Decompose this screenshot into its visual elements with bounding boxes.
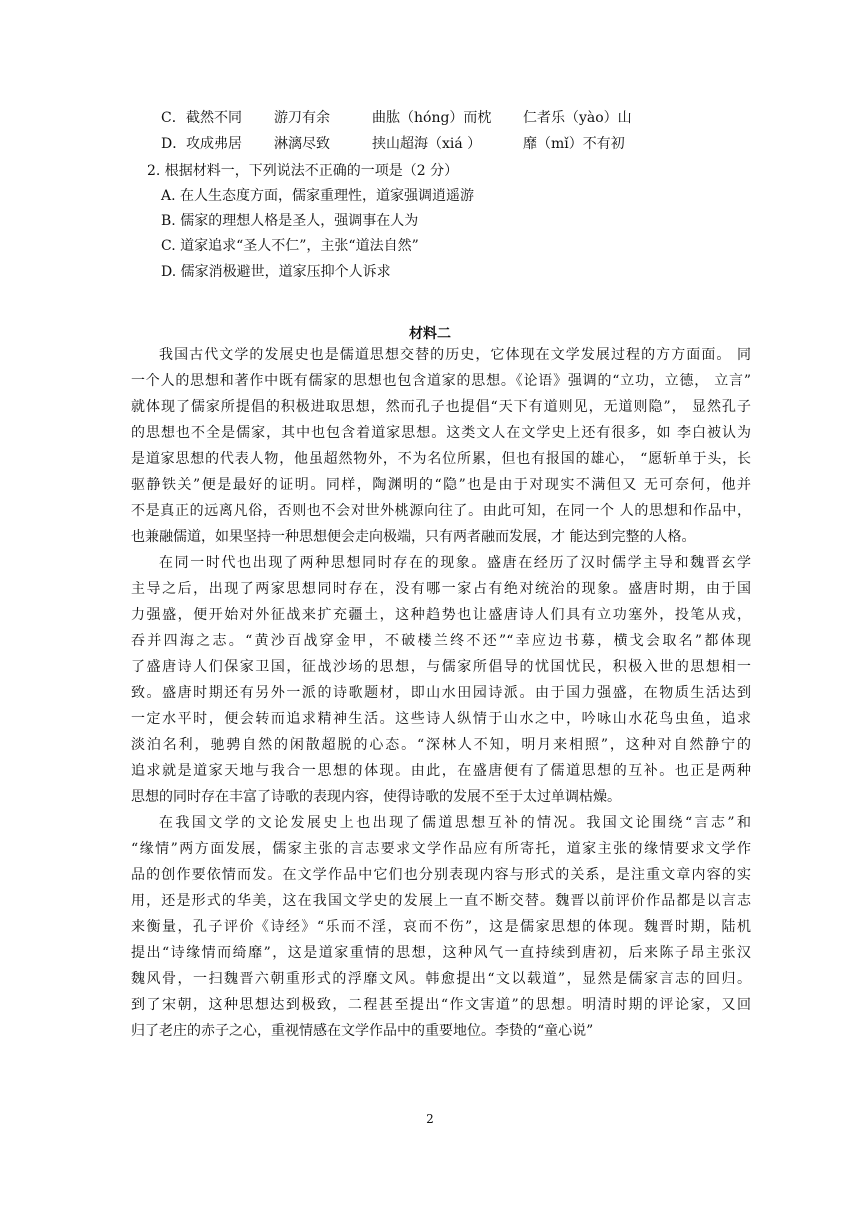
- paragraph-2-line: 在同一时代也出现了两种思想同时存在的现象。盛唐在经历了汉时儒学主导和魏晋玄学: [159, 555, 751, 571]
- paragraph-2-line: 主导之后，出现了两家思想同时存在，没有哪一家占有绝对统治的现象。盛唐时期，由于国: [131, 581, 751, 597]
- option-d-item-2: 淋漓尽致: [274, 136, 330, 152]
- paragraph-3-line: 在我国文学的文论发展史上也出现了儒道思想互补的情况。我国文论围绕“言志”和: [159, 815, 751, 831]
- paragraph-3-line: “缘情”两方面发展，儒家主张的言志要求文学作品应有所寄托，道家主张的缘情要求文学作: [131, 841, 751, 857]
- section-title: 材料二: [409, 326, 451, 342]
- option-c-item-4: 仁者乐（yào）山: [523, 110, 632, 126]
- paragraph-2-line: 思想的同时存在丰富了诗歌的表现内容，使得诗歌的发展不至于太过单调枯燥。: [131, 789, 621, 805]
- option-c-item-1: 截然不同: [186, 110, 242, 126]
- option-d-item-4: 靡（mǐ）不有初: [523, 136, 625, 152]
- paragraph-3-line: 归了老庄的赤子之心，重视情感在文学作品中的重要地位。李贽的“童心说”: [131, 1023, 594, 1039]
- paragraph-1-line: 是道家思想的代表人物，他虽超然物外，不为名位所累，但也有报国的雄心， “愿斩单于头，长: [131, 451, 751, 467]
- page-number: 2: [426, 1112, 434, 1126]
- question-2-choice-b: B. 儒家的理想人格是圣人，强调事在人为: [161, 213, 419, 229]
- question-2-choice-a: A. 在人生态度方面，儒家重理性，道家强调逍遥游: [161, 188, 475, 204]
- paragraph-2-line: 致。盛唐时期还有另外一派的诗歌题材，即山水田园诗派。由于国力强盛，在物质生活达到: [131, 685, 751, 701]
- paragraph-2-line: 吞并四海之志。“黄沙百战穿金甲，不破楼兰终不还”“幸应边书募，横戈会取名”都体现: [131, 633, 751, 649]
- paragraph-2-line: 力强盛，便开始对外征战来扩充疆土，这种趋势也让盛唐诗人们具有立功塞外，投笔从戎，: [131, 607, 751, 623]
- option-c-item-2: 游刀有余: [274, 110, 330, 126]
- paragraph-3-line: 用，还是形式的华美，这在我国文学史的发展上一直不断交替。魏晋以前评价作品都是以言志: [131, 893, 751, 909]
- option-d-label-text: D．: [161, 136, 187, 152]
- paragraph-3-line: 来衡量，孔子评价《诗经》“乐而不淫，哀而不伤”，这是儒家思想的体现。魏晋时期，陆机: [131, 919, 751, 935]
- option-c-label-text: C．: [161, 110, 186, 126]
- paragraph-1-line: 也兼融儒道，如果坚持一种思想便会走向极端，只有两者融而发展，才 能达到完整的人格。: [131, 529, 696, 545]
- paragraph-1-line: 一个人的思想和著作中既有儒家的思想也包含道家的思想。《论语》强调的“立功，立德， 立言”: [131, 373, 751, 389]
- paragraph-2-line: 追求就是道家天地与我合一思想的体现。由此，在盛唐便有了儒道思想的互补。也正是两种: [131, 763, 751, 779]
- paragraph-1-line: 的思想也不全是儒家，其中也包含着道家思想。这类文人在文学史上还有很多，如 李白被认为: [131, 425, 751, 441]
- question-2-choice-d: D. 儒家消极避世，道家压抑个人诉求: [161, 264, 391, 280]
- option-c-item-3: 曲肱（hóng）而枕: [372, 110, 492, 126]
- paragraph-2-line: 一定水平时，便会转而追求精神生活。这些诗人纵情于山水之中，吟咏山水花鸟虫鱼，追求: [131, 711, 751, 727]
- option-d-item-3: 挟山超海（xiá ）: [372, 136, 482, 152]
- paragraph-1-line: 就体现了儒家所提倡的积极进取思想，然而孔子也提倡“天下有道则见，无道则隐”， 显然孔子: [131, 399, 751, 415]
- paragraph-1-line: 驱静铁关”便是最好的证明。同样，陶渊明的“隐”也是由于对现实不满但又 无可奈何，他并: [131, 477, 751, 493]
- paragraph-3-line: 魏风骨，一扫魏晋六朝重形式的浮靡文风。韩愈提出“文以载道”，显然是儒家言志的回归。: [131, 971, 751, 987]
- paragraph-3-line: 到了宋朝，这种思想达到极致，二程甚至提出“作文害道”的思想。明清时期的评论家，又回: [131, 997, 751, 1013]
- paragraph-3-line: 品的创作要依情而发。在文学作品中它们也分别表现内容与形式的关系，是注重文章内容的实: [131, 867, 751, 883]
- paragraph-2-line: 了盛唐诗人们保家卫国，征战沙场的思想，与儒家所倡导的忧国忧民，积极入世的思想相一: [131, 659, 751, 675]
- question-2-choice-c: C. 道家追求“圣人不仁”，主张“道法自然”: [161, 238, 419, 254]
- paragraph-1-line: 我国古代文学的发展史也是儒道思想交替的历史，它体现在文学发展过程的方方面面。 同: [159, 347, 751, 363]
- paragraph-2-line: 淡泊名利，驰骋自然的闲散超脱的心态。“深林人不知，明月来相照”，这种对自然静宁的: [131, 737, 751, 753]
- option-d-item-1: 攻成弗居: [186, 136, 242, 152]
- paragraph-1-line: 不是真正的远离凡俗，否则也不会对世外桃源向往了。由此可知，在同一个 人的思想和作品中，: [131, 503, 751, 519]
- paragraph-3-line: 提出“诗缘情而绮靡”，这是道家重情的思想，这种风气一直持续到唐初，后来陈子昂主张汉: [131, 945, 751, 961]
- question-2-stem: 2. 根据材料一，下列说法不正确的一项是（2 分）: [147, 163, 459, 179]
